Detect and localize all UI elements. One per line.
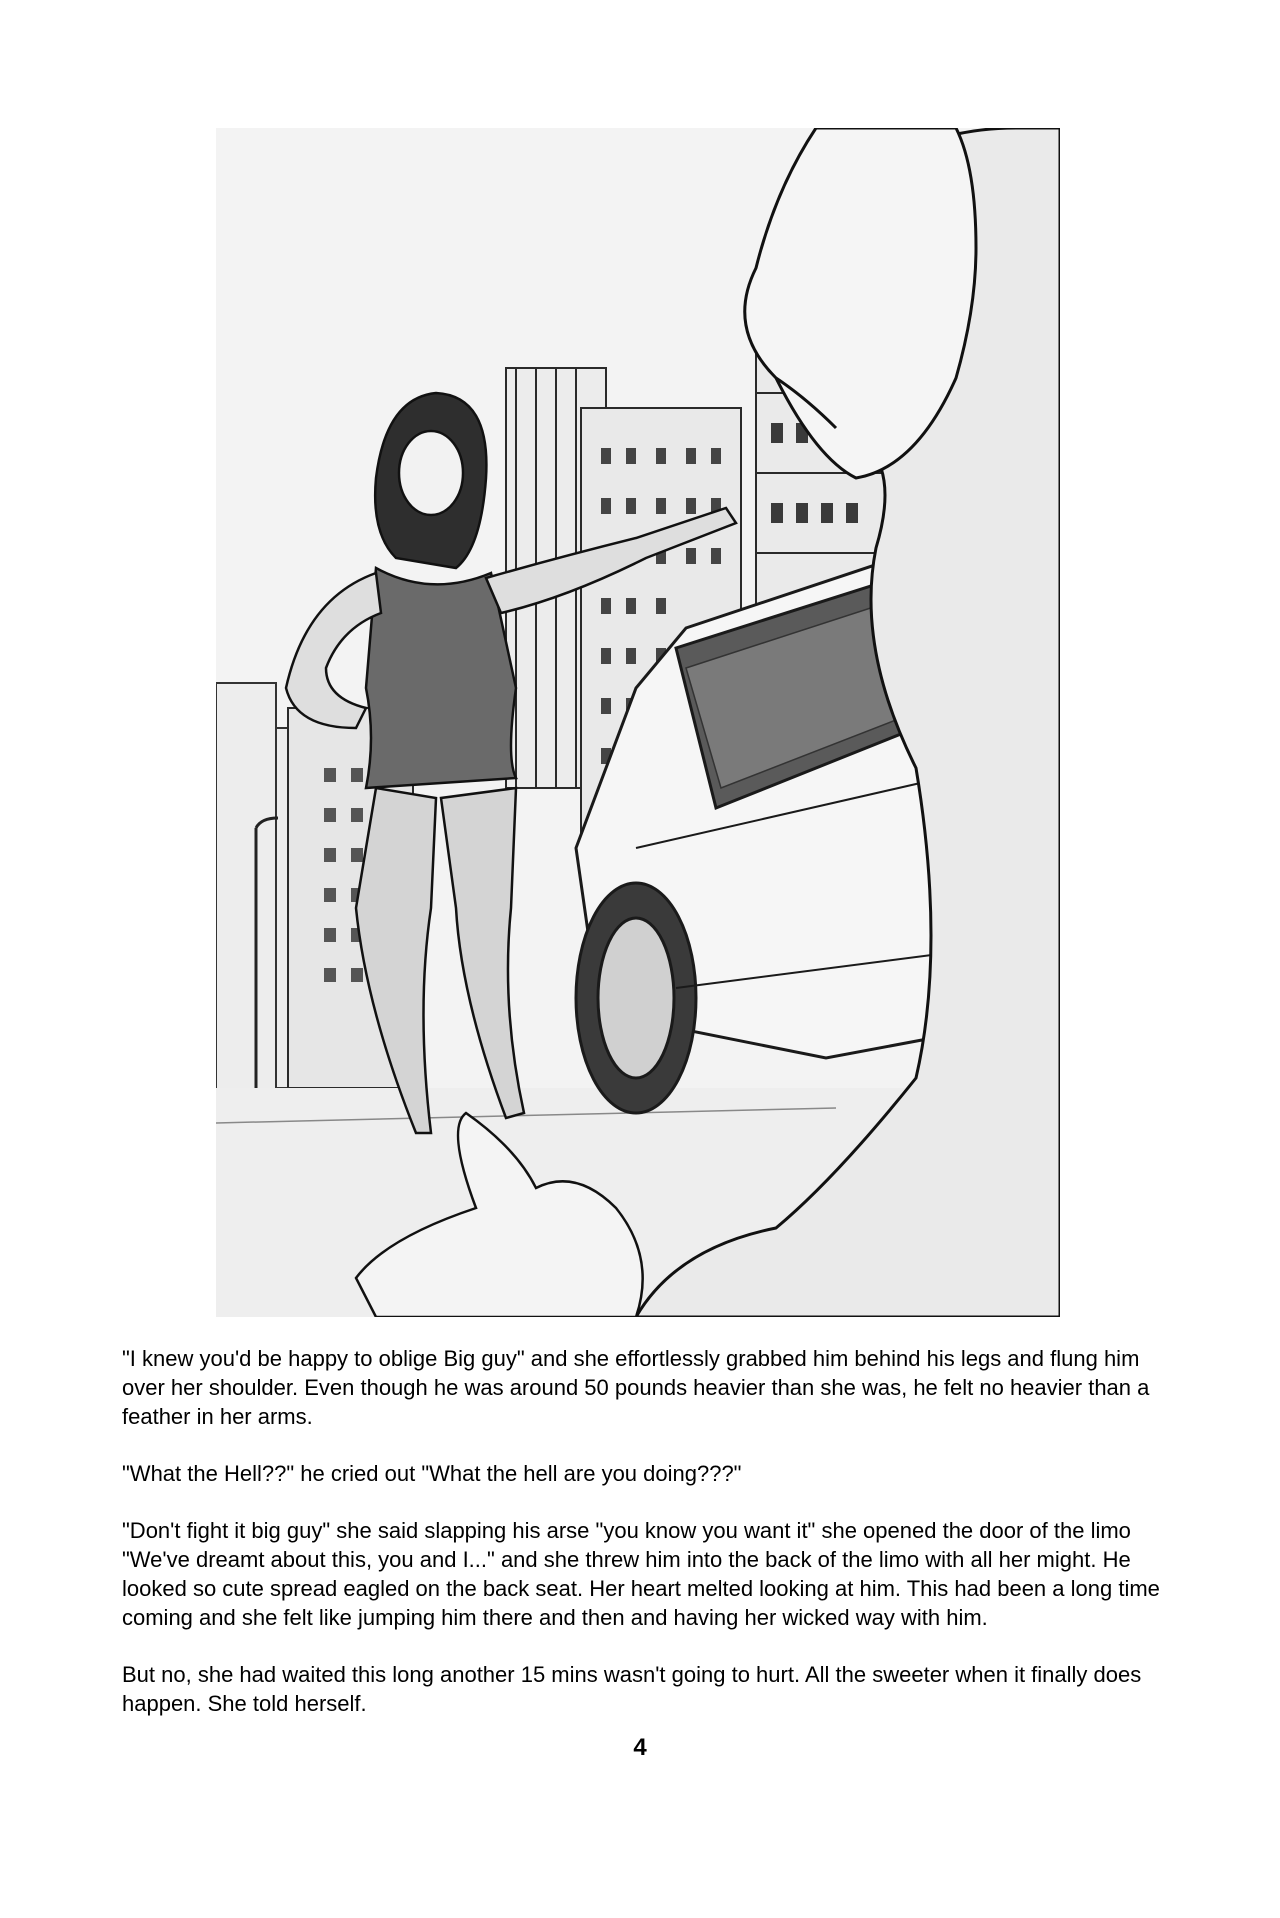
- story-text: [122, 1344, 1162, 1746]
- story-paragraph: "Don't fight it big guy" she said slapping his arse "you know you want it" she opened the door of the limo "We've dreamt about this, you and I..." and she threw him into the back of the limo with all her might. He looked so cute spread eagled on the back seat. Her heart melted looking at him. This had been a long time coming and she felt like jumping him there and then and having her wicked way with him.: [122, 1518, 1160, 1630]
- page-number: 4: [633, 1734, 647, 1761]
- story-paragraph: "I knew you'd be happy to oblige Big guy" and she effortlessly grabbed him behind his legs and flung him over her shoulder. Even though he was around 50 pounds heavier than she was, he felt no heavier than a feather in her arms.: [122, 1346, 1150, 1429]
- pencil-sketch-illustration: [216, 128, 1060, 1317]
- story-paragraph: "What the Hell??" he cried out "What the hell are you doing???": [122, 1461, 742, 1486]
- illustration-drawing: [216, 128, 1060, 1317]
- story-paragraph: But no, she had waited this long another 15 mins wasn't going to hurt. All the sweeter when it finally does happen. She told herself.: [122, 1662, 1142, 1716]
